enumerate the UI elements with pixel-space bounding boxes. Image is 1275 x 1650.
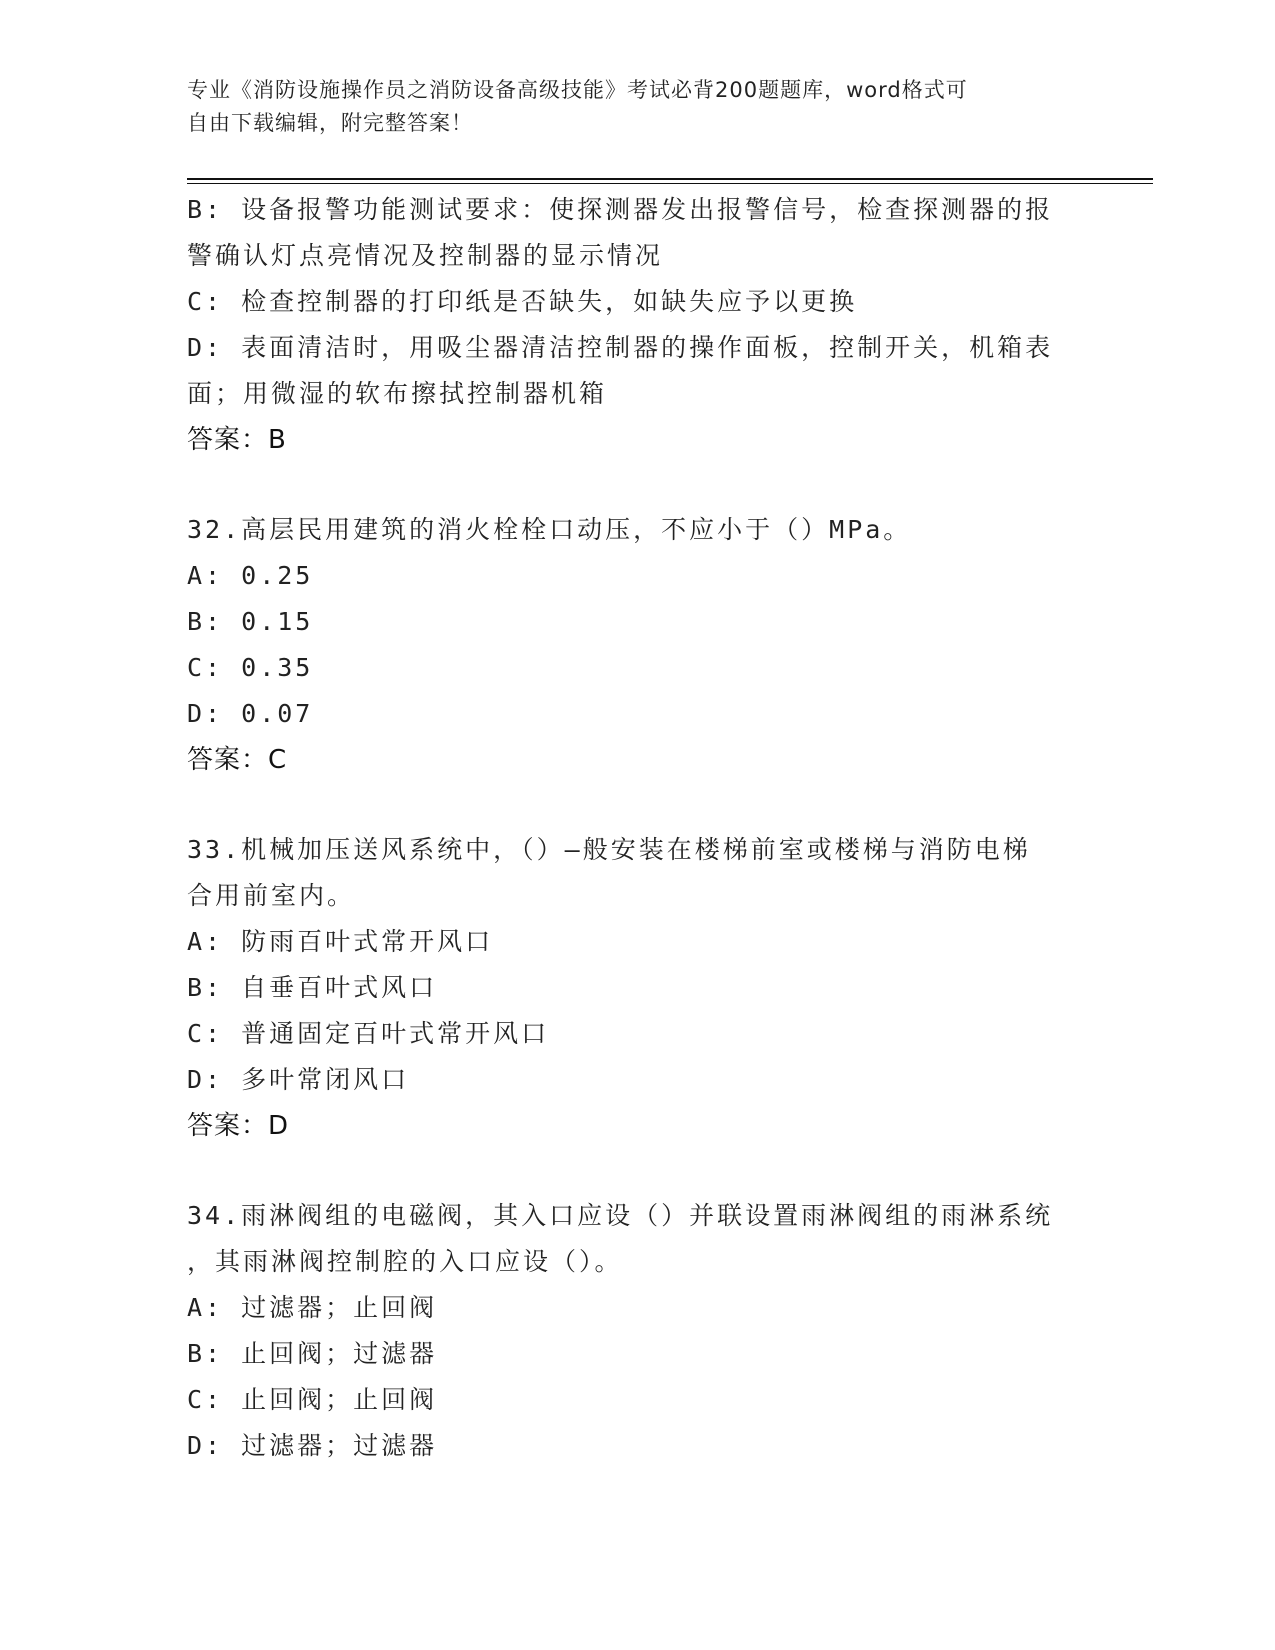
option-d-line-2: 面；用微湿的软布擦拭控制器机箱 <box>187 379 608 408</box>
question-32 <box>187 507 1087 783</box>
question-stem-line-2: 合用前室内。 <box>187 881 356 910</box>
option-d-line-1: D: 表面清洁时，用吸尘器清洁控制器的操作面板，控制开关，机箱表 <box>187 333 1054 362</box>
document-header <box>187 74 1067 140</box>
header-divider-thick <box>187 178 1153 180</box>
answer-label: 答案：B <box>187 425 287 455</box>
option-b-line-2: 警确认灯点亮情况及控制器的显示情况 <box>187 241 664 270</box>
question-stem: 32.高层民用建筑的消火栓栓口动压，不应小于（）MPa。 <box>187 515 912 544</box>
header-divider-thin <box>187 183 1153 184</box>
header-line-2: 自由下载编辑，附完整答案！ <box>187 111 473 135</box>
option-c: C: 普通固定百叶式常开风口 <box>187 1019 550 1048</box>
option-a: A: 防雨百叶式常开风口 <box>187 927 494 956</box>
option-b-line-1: B: 设备报警功能测试要求：使探测器发出报警信号，检查探测器的报 <box>187 195 1054 224</box>
option-a: A: 过滤器；止回阀 <box>187 1293 438 1322</box>
option-d: D: 多叶常闭风口 <box>187 1065 410 1094</box>
option-a: A: 0.25 <box>187 561 314 590</box>
option-c: C: 止回阀；止回阀 <box>187 1385 438 1414</box>
answer-label: 答案：C <box>187 745 288 775</box>
option-b: B: 自垂百叶式风口 <box>187 973 438 1002</box>
header-line-1: 专业《消防设施操作员之消防设备高级技能》考试必背200题题库，word格式可 <box>187 78 968 102</box>
question-stem-line-1: 33.机械加压送风系统中，（）—般安装在楼梯前室或楼梯与消防电梯 <box>187 835 1031 864</box>
answer-label: 答案：D <box>187 1111 290 1141</box>
previous-question-options <box>187 187 1087 463</box>
option-b: B: 止回阀；过滤器 <box>187 1339 438 1368</box>
option-d: D: 过滤器；过滤器 <box>187 1431 438 1460</box>
question-34 <box>187 1193 1087 1469</box>
option-b: B: 0.15 <box>187 607 314 636</box>
option-c: C: 检查控制器的打印纸是否缺失，如缺失应予以更换 <box>187 287 858 316</box>
question-33 <box>187 827 1087 1149</box>
option-c: C: 0.35 <box>187 653 314 682</box>
option-d: D: 0.07 <box>187 699 314 728</box>
question-content <box>187 187 1087 1469</box>
question-stem-line-2: ，其雨淋阀控制腔的入口应设（）。 <box>187 1247 623 1276</box>
question-stem-line-1: 34.雨淋阀组的电磁阀，其入口应设（）并联设置雨淋阀组的雨淋系统 <box>187 1201 1054 1230</box>
